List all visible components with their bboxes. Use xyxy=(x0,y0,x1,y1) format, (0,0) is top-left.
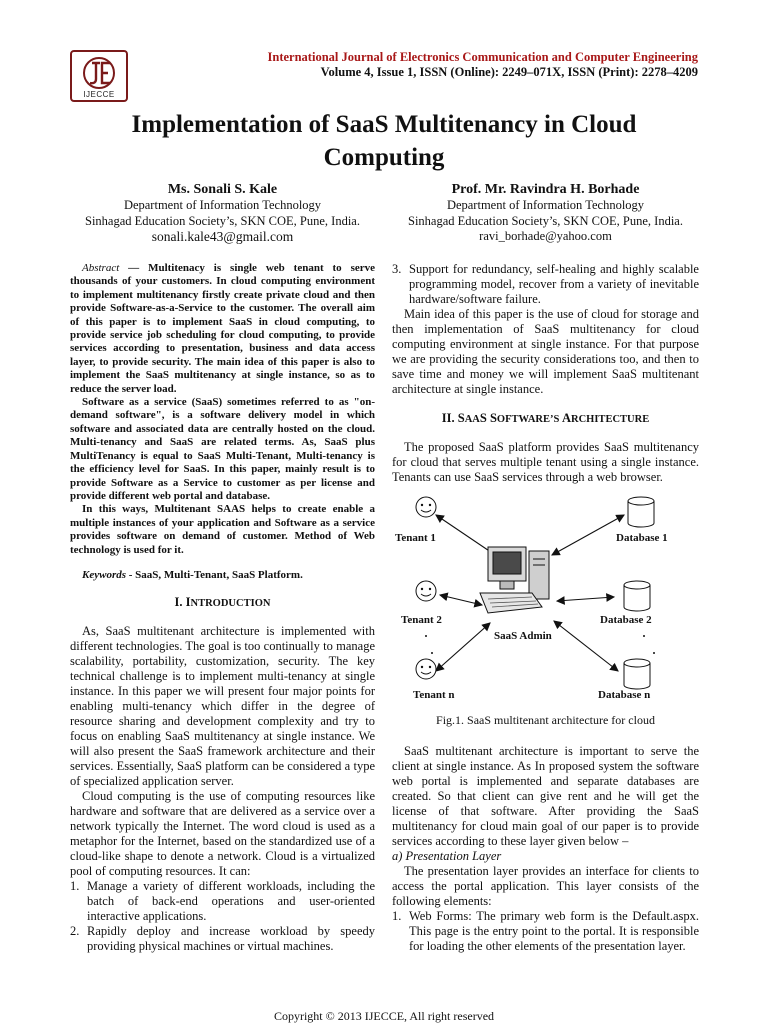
list-item: 2. Rapidly deploy and increase workload by speedy providing physical machines or virtual machines. xyxy=(70,923,375,953)
copyright-footer: Copyright © 2013 IJECCE, All right reserved xyxy=(273,1009,495,1023)
abstract-label: Abstract xyxy=(82,262,120,274)
author-inst: Sinhagad Education Society’s, SKN COE, Pune, India. xyxy=(85,213,360,228)
admin-computer-icon xyxy=(480,547,549,613)
capability-list-continued xyxy=(392,262,699,307)
list-item: 1. Web Forms: The primary web form is the Default.aspx. This page is the entry point to the portal. It is responsible for loading the other elements of the presentation layer. xyxy=(392,909,699,953)
tenant-2-face-icon xyxy=(416,581,436,601)
abstract-p2: Software as a service (SaaS) sometimes referred to as "on-demand software", is a software delivery model in which software and associated data are centrally hosted on the cloud. Multi-tenancy and SaaS are related terms. As, SaaS plus MultiTenancy is equal to SaaS Multi-Tenant, Multi-tenancy is the efficiency level for SaaS. In this paper, mainly result is to provide Software as a Service to customer as per license and provide different web portal and database. xyxy=(70,396,375,502)
database-n-label: Database n xyxy=(598,689,651,701)
right-column xyxy=(392,262,699,954)
keywords-text: - SaaS, Multi-Tenant, SaaS Platform. xyxy=(126,568,303,581)
architecture-diagram-svg xyxy=(392,495,699,707)
tenant-1-face-icon xyxy=(416,497,436,517)
list-item: 3. Support for redundancy, self-healing and highly scalable programming model, recover from a variety of inevitable hardware/software failure. xyxy=(392,262,699,306)
title-line-2: Computing xyxy=(323,144,445,171)
tenant-2-label: Tenant 2 xyxy=(401,614,442,626)
journal-name: International Journal of Electronics Communication and Computer Engineering xyxy=(267,50,698,64)
database-n-icon xyxy=(624,659,650,689)
list-item: 1. Manage a variety of different workloads, including the batch of back-end operations and user-oriented interactive applications. xyxy=(70,878,375,923)
database-1-icon xyxy=(628,497,654,527)
abstract-p1: — Multitenacy is single web tenant to serve thousands of your customers. In cloud computing environment to implement multitenancy firstly create private cloud and then provide Software-as-a-Service to the customer. The overall aim of this paper is to implement SaaS in cloud computing, to provide service job scheduling for cloud computing, to provide services according to presentation, business and data access layer, to provide security. The main idea of this paper is also to implement the SaaS multitenancy at single instance, so as to reduce the server load. xyxy=(70,262,375,395)
author-email[interactable]: sonali.kale43@gmail.com xyxy=(151,229,294,244)
logo-text: IJECCE xyxy=(83,90,115,99)
volume-line: Volume 4, Issue 1, ISSN (Online): 2249–071X, ISSN (Print): 2278–4209 xyxy=(320,65,698,79)
database-2-label: Database 2 xyxy=(600,614,652,626)
intro-p1: As, SaaS multitenant architecture is implemented with different technologies. The goal is too continually to manage scalability, portability, customization, security. The key technical challenge is to implement multi-tenancy at single instance. In this paper we will present four major points for enabling multi-tenancy which differ in the degree of resource sharing and development complexity and try to focus on enabling SaaS multitenancy at single instance. We will also present the SaaS framework architecture and their services. Essentially, SaaS platform can be considered a type of specialized application server. xyxy=(70,623,375,788)
database-1-label: Database 1 xyxy=(616,532,668,544)
journal-header xyxy=(268,50,698,80)
author-name: Prof. Mr. Ravindra H. Borhade xyxy=(451,182,640,197)
abstract xyxy=(70,262,375,557)
author-name: Ms. Sonali S. Kale xyxy=(167,182,278,197)
intro-p2: Cloud computing is the use of computing resources like hardware and software that are delivered as a service over a network typically the Internet. The word cloud is used as a metaphor for the Internet, based on the standardized use of a cloud-like shape to denote a network. Cloud is a virtualized pool of computing resources. It can: xyxy=(70,788,375,878)
journal-logo xyxy=(70,50,128,102)
capability-list xyxy=(70,879,375,954)
tenant-n-face-icon xyxy=(416,659,436,679)
author-dept: Department of Information Technology xyxy=(123,198,322,212)
intro-p3: Main idea of this paper is the use of cloud for storage and then implementation of SaaS multitenancy for cloud computing environment at single instance. For that purpose we are providing the security considerations too, and then to save time and money we will implement SaaS multitenant architecture at single instance. xyxy=(392,307,699,396)
keywords xyxy=(70,568,375,582)
presentation-elements-list xyxy=(392,909,699,954)
architecture-diagram xyxy=(392,495,699,707)
arch-p3: The presentation layer provides an interface for clients to access the portal application. This layer consists of the following elements: xyxy=(392,864,699,908)
author-inst: Sinhagad Education Society’s, SKN COE, Pune, India. xyxy=(408,213,683,228)
abstract-p3: In this ways, Multitenant SAAS helps to create enable a multiple instances of your application and Software as a service provides software on demand of customer. Method of Web technology is used for it. xyxy=(70,503,375,556)
tenant-1-label: Tenant 1 xyxy=(395,532,436,544)
section-heading-architecture: II. SAAS SOFTWARE’S ARCHITECTURE xyxy=(441,411,650,425)
paper-title xyxy=(60,108,708,174)
author-dept: Department of Information Technology xyxy=(446,198,645,212)
author-email[interactable]: ravi_borhade@yahoo.com xyxy=(479,229,612,243)
author-1 xyxy=(70,181,375,245)
arch-p1: The proposed SaaS platform provides SaaS multitenancy for cloud that serves multiple tenant using a single instance. Tenants can use SaaS services through a web browser. xyxy=(392,440,699,484)
database-2-icon xyxy=(624,581,650,611)
arch-p2: SaaS multitenant architecture is important to serve the client at single instance. As In proposed system the software web portal is implemented and separate databases are created. So that client can give rent and he will get the license of that software. After providing the SaaS multitenancy for cloud main goal of our paper is to provide services according to these layer given below – xyxy=(392,744,699,848)
left-column xyxy=(70,262,375,954)
figure-caption: Fig.1. SaaS multitenant architecture for cloud xyxy=(436,713,655,727)
keywords-label: Keywords xyxy=(82,568,126,581)
title-line-1: Implementation of SaaS Multitenancy in Cloud xyxy=(131,111,637,138)
saas-admin-label: SaaS Admin xyxy=(494,630,552,642)
logo-emblem-icon xyxy=(72,53,126,93)
author-2 xyxy=(392,181,699,245)
subsection-heading-presentation: a) Presentation Layer xyxy=(392,849,502,863)
section-heading-introduction: I. INTRODUCTION xyxy=(174,594,271,609)
tenant-n-label: Tenant n xyxy=(413,689,455,701)
